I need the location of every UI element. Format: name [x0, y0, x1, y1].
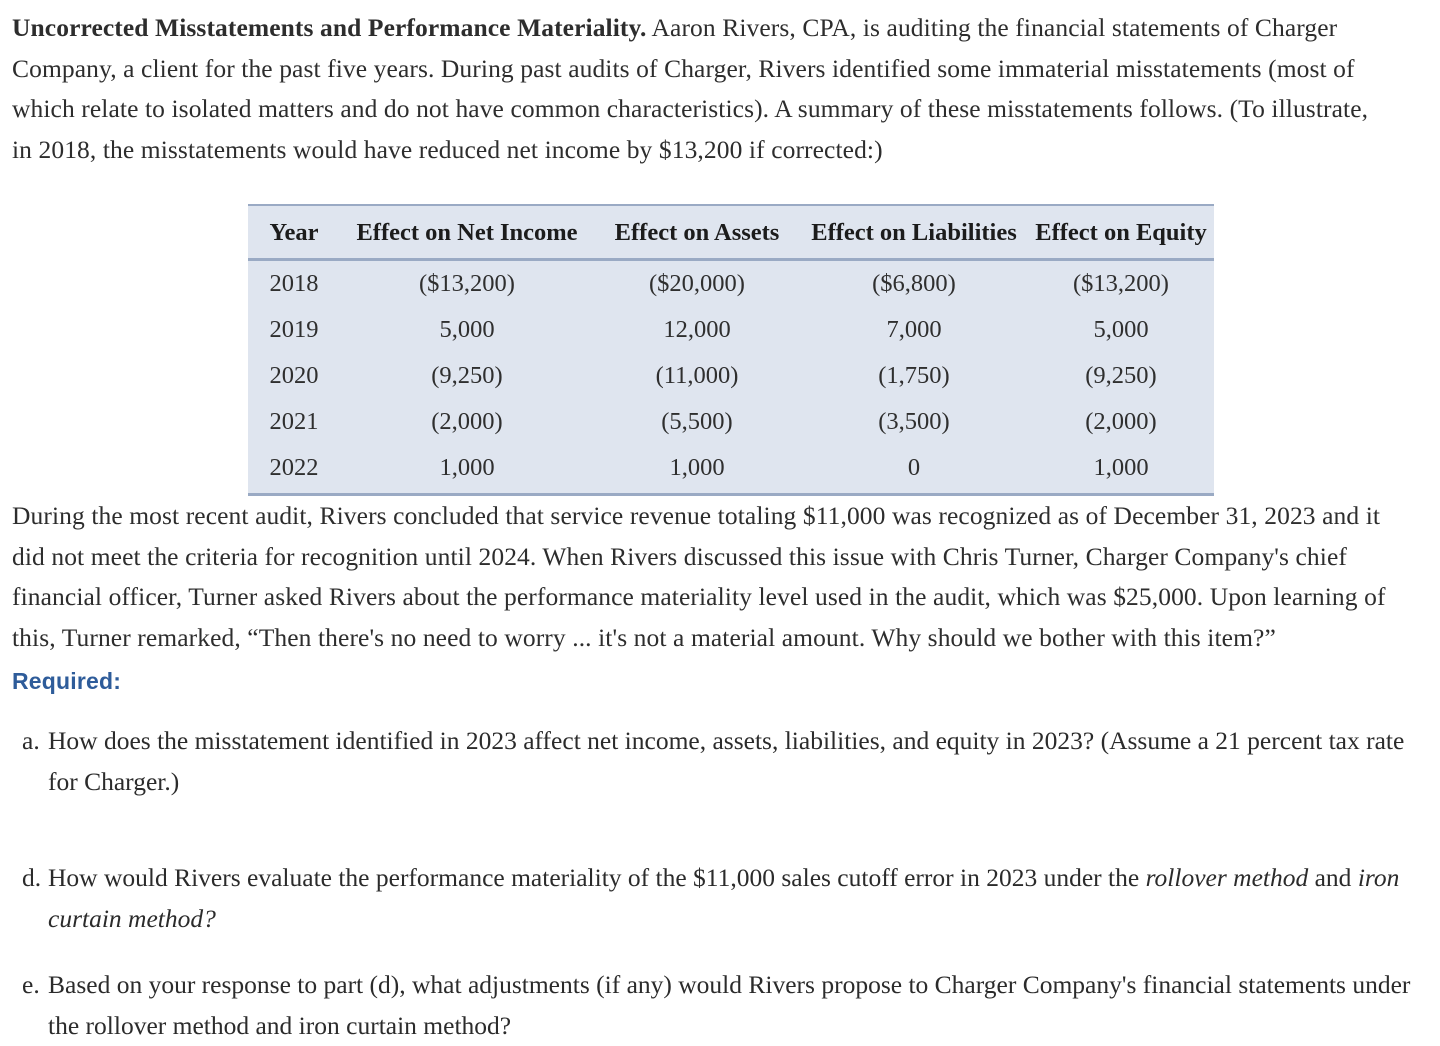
required-items-list — [12, 721, 1422, 1046]
cell-assets: 12,000 — [663, 316, 731, 343]
cell-year: 2022 — [248, 445, 340, 495]
after-table-paragraph: During the most recent audit, Rivers concluded that service revenue totaling $11,000 was recognized as of December 31, 2023 and it did not meet the criteria for recognition until 2024. When Rivers discussed this issue with Chris Turner, Charger Company's chief financial officer, Turner asked Rivers about the performance materiality level used in the audit, which was $25,000. Upon learning of this, Turner remarked, “Then there's no need to worry ... it's not a material amount. Why should we bother with this item?” — [12, 501, 1386, 652]
cell-year: 2020 — [269, 362, 319, 389]
cell-net-income: (9,250) — [431, 362, 503, 389]
item-text — [48, 858, 1422, 939]
required-heading: Required: — [12, 668, 122, 694]
item-marker: a. — [22, 726, 40, 755]
table-header-row — [248, 205, 1214, 260]
cell-net-income: ($13,200) — [419, 270, 515, 297]
column-header-net-income: Effect on Net Income — [340, 205, 594, 260]
cell-liabilities: 0 — [800, 445, 1028, 495]
cell-liabilities: ($6,800) — [872, 270, 956, 297]
column-header-year: Year — [248, 205, 340, 260]
intro-paragraph — [12, 8, 1422, 170]
item-text-part-1: How would Rivers evaluate the performance materiality of the $11,000 sales cutoff error in 2023 under the — [48, 863, 1146, 892]
cell-assets: ($20,000) — [649, 270, 745, 297]
item-marker: e. — [22, 970, 40, 999]
item-marker: d. — [22, 863, 42, 892]
cell-equity: (2,000) — [1085, 408, 1157, 435]
column-header-equity: Effect on Equity — [1028, 205, 1214, 260]
table-row — [248, 399, 1214, 445]
required-item-d — [12, 858, 1422, 939]
cell-assets: (5,500) — [661, 408, 733, 435]
cell-year: 2019 — [269, 316, 319, 343]
required-item-e — [12, 965, 1422, 1046]
cell-year: 2018 — [269, 270, 319, 297]
item-text-part-2: and — [1308, 863, 1358, 892]
cell-equity: 5,000 — [1093, 316, 1149, 343]
cell-net-income: 1,000 — [340, 445, 594, 495]
cell-net-income: (2,000) — [431, 408, 503, 435]
table-row — [248, 353, 1214, 399]
column-header-assets: Effect on Assets — [594, 205, 800, 260]
cell-equity: 1,000 — [1028, 445, 1214, 495]
misstatements-table-wrapper — [12, 204, 1422, 496]
table-row — [248, 307, 1214, 353]
cell-equity: ($13,200) — [1073, 270, 1169, 297]
item-text: How does the misstatement identified in 2023 affect net income, assets, liabilities, and equity in 2023? (Assume a 21 percent tax rate for Charger.) — [48, 726, 1405, 796]
item-text: Based on your response to part (d), what adjustments (if any) would Rivers propose to Charger Company's financial statements under the rollover method and iron curtain method? — [48, 970, 1411, 1040]
item-text-italic-rollover: rollover method — [1145, 863, 1309, 892]
intro-lead-in: Uncorrected Misstatements and Performance Materiality. — [12, 13, 647, 42]
cell-liabilities: (3,500) — [878, 408, 950, 435]
cell-liabilities: 7,000 — [886, 316, 942, 343]
cell-equity: (9,250) — [1085, 362, 1157, 389]
cell-liabilities: (1,750) — [878, 362, 950, 389]
cell-assets: 1,000 — [594, 445, 800, 495]
misstatements-table — [248, 204, 1214, 496]
table-head — [248, 205, 1214, 260]
table-body — [248, 260, 1214, 495]
required-item-a — [12, 721, 1422, 802]
cell-year: 2021 — [269, 408, 319, 435]
intro-body: Aaron Rivers, CPA, is auditing the financial statements of Charger Company, a client for the past five years. During past audits of Charger, Rivers identified some immaterial misstatements (most of which relate to isolated matters and do not have common characteristics). A summary of these misstatements follows. (To illustrate, in 2018, the misstatements would have reduced net income by $13,200 if corrected:) — [12, 13, 1369, 164]
table-row — [248, 260, 1214, 308]
table-row — [248, 445, 1214, 495]
item-text-italic-iron-curtain: iron curtain method? — [48, 863, 1400, 933]
cell-net-income: 5,000 — [439, 316, 495, 343]
column-header-liabilities: Effect on Liabilities — [800, 205, 1028, 260]
cell-assets: (11,000) — [655, 362, 739, 389]
